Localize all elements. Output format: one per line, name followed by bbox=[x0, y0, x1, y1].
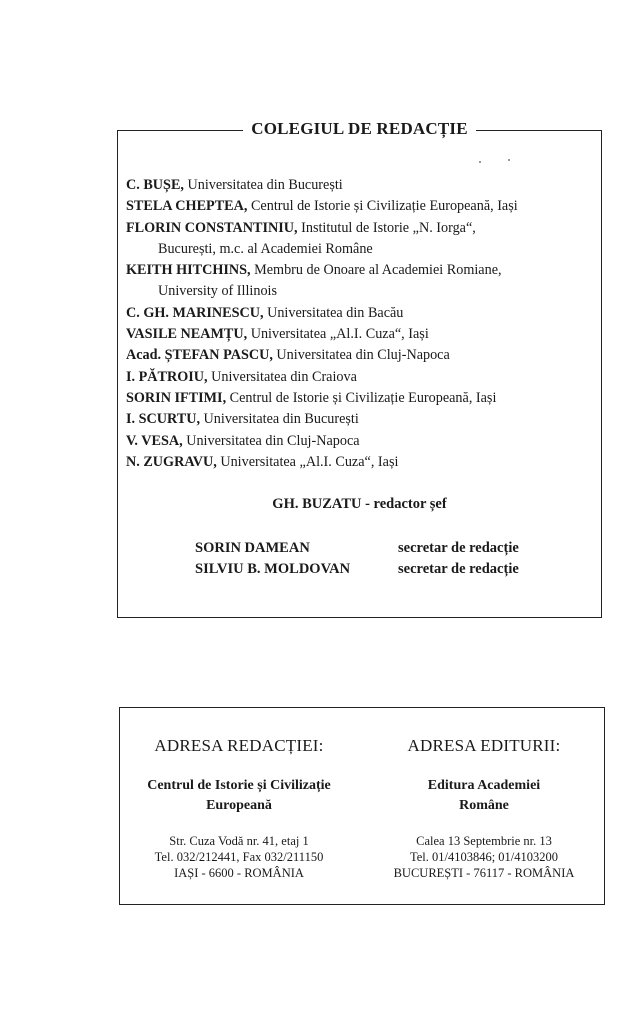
member-name: C. GH. MARINESCU, bbox=[126, 304, 264, 321]
publisher-address bbox=[366, 736, 602, 881]
member-item bbox=[126, 367, 595, 388]
member-affiliation: Universitatea „Al.I. Cuza“, Iași bbox=[216, 453, 399, 470]
member-name: I. PĂTROIU, bbox=[126, 368, 208, 385]
member-affiliation: Universitatea din Craiova bbox=[207, 368, 357, 385]
address-line: BUCUREȘTI - 76117 - ROMÂNIA bbox=[393, 866, 575, 880]
secretary-row bbox=[195, 538, 519, 559]
editorial-name-line: Europeană bbox=[206, 798, 272, 813]
member-affiliation-continued: București, m.c. al Academiei Române bbox=[158, 240, 373, 257]
editorial-address bbox=[124, 736, 354, 881]
scan-speck bbox=[508, 159, 510, 161]
editor-in-chief: GH. BUZATU - redactor șef bbox=[272, 496, 447, 512]
publisher-address-heading: ADRESA EDITURII: bbox=[407, 736, 561, 755]
member-affiliation: Institutul de Istorie „N. Iorga“, bbox=[297, 219, 476, 236]
editorial-address-heading: ADRESA REDACȚIEI: bbox=[154, 736, 324, 755]
member-affiliation: Universitatea „Al.I. Cuza“, Iași bbox=[247, 326, 429, 343]
member-affiliation: Universitatea din București bbox=[183, 177, 343, 193]
member-affiliation: Centrul de Istorie și Civilizație Europeană, Iași bbox=[226, 389, 497, 406]
secretary-row bbox=[195, 559, 519, 580]
member-item bbox=[126, 196, 595, 217]
member-item bbox=[126, 431, 595, 452]
member-affiliation: Universitatea din Cluj-Napoca bbox=[182, 432, 360, 449]
member-name: STELA CHEPTEA, bbox=[126, 198, 248, 215]
editorial-address-name bbox=[124, 776, 354, 816]
editorial-address-details bbox=[124, 833, 354, 881]
address-line: Tel. 032/212441, Fax 032/211150 bbox=[154, 850, 324, 864]
address-line: Calea 13 Septembrie nr. 13 bbox=[416, 834, 552, 848]
member-item bbox=[126, 409, 595, 430]
board-title bbox=[118, 119, 601, 139]
editorial-board-box bbox=[117, 119, 602, 618]
member-name: FLORIN CONSTANTINIU, bbox=[126, 219, 298, 236]
member-affiliation: Universitatea din București bbox=[200, 411, 359, 428]
member-name: V. VESA, bbox=[126, 432, 183, 449]
secretary-role: secretar de redacție bbox=[398, 561, 519, 577]
member-item bbox=[126, 324, 595, 345]
member-item bbox=[126, 175, 595, 196]
publisher-address-name bbox=[366, 776, 602, 816]
publisher-address-details bbox=[366, 833, 602, 881]
member-item bbox=[126, 260, 595, 303]
member-affiliation: Centrul de Istorie și Civilizație Europeană, Iași bbox=[247, 198, 518, 215]
member-name: KEITH HITCHINS, bbox=[126, 262, 251, 279]
member-affiliation-continued: University of Illinois bbox=[158, 283, 278, 300]
publisher-name-line: Române bbox=[459, 798, 509, 813]
addresses-box bbox=[119, 707, 605, 905]
editorial-name-line: Centrul de Istorie și Civilizație bbox=[147, 778, 331, 793]
member-name: I. SCURTU, bbox=[126, 411, 200, 428]
member-name: C. BUȘE, bbox=[126, 177, 184, 193]
secretary-name: SILVIU B. MOLDOVAN bbox=[195, 561, 351, 577]
member-affiliation: Membru de Onoare al Academiei Romiane, bbox=[250, 262, 502, 279]
member-item bbox=[126, 218, 595, 261]
member-list bbox=[126, 175, 595, 473]
member-affiliation: Universitatea din Cluj-Napoca bbox=[272, 347, 450, 364]
member-item bbox=[126, 345, 595, 366]
member-item bbox=[126, 388, 595, 409]
member-affiliation: Universitatea din Bacău bbox=[263, 304, 404, 321]
member-item bbox=[126, 452, 595, 473]
board-title-text: COLEGIUL DE REDACȚIE bbox=[243, 119, 476, 138]
member-name: SORIN IFTIMI, bbox=[126, 389, 227, 406]
member-name: Acad. ȘTEFAN PASCU, bbox=[126, 347, 273, 364]
secretary-role: secretar de redacție bbox=[398, 540, 519, 556]
publisher-name-line: Editura Academiei bbox=[427, 778, 541, 793]
address-line: IAȘI - 6600 - ROMÂNIA bbox=[174, 866, 304, 880]
member-name: N. ZUGRAVU, bbox=[126, 453, 217, 470]
secretaries-list bbox=[195, 538, 519, 580]
member-name: VASILE NEAMȚU, bbox=[126, 326, 248, 343]
member-item bbox=[126, 303, 595, 324]
address-line: Str. Cuza Vodă nr. 41, etaj 1 bbox=[169, 834, 309, 848]
scan-speck bbox=[479, 161, 481, 163]
secretary-name: SORIN DAMEAN bbox=[195, 540, 310, 556]
address-line: Tel. 01/4103846; 01/4103200 bbox=[409, 850, 559, 864]
